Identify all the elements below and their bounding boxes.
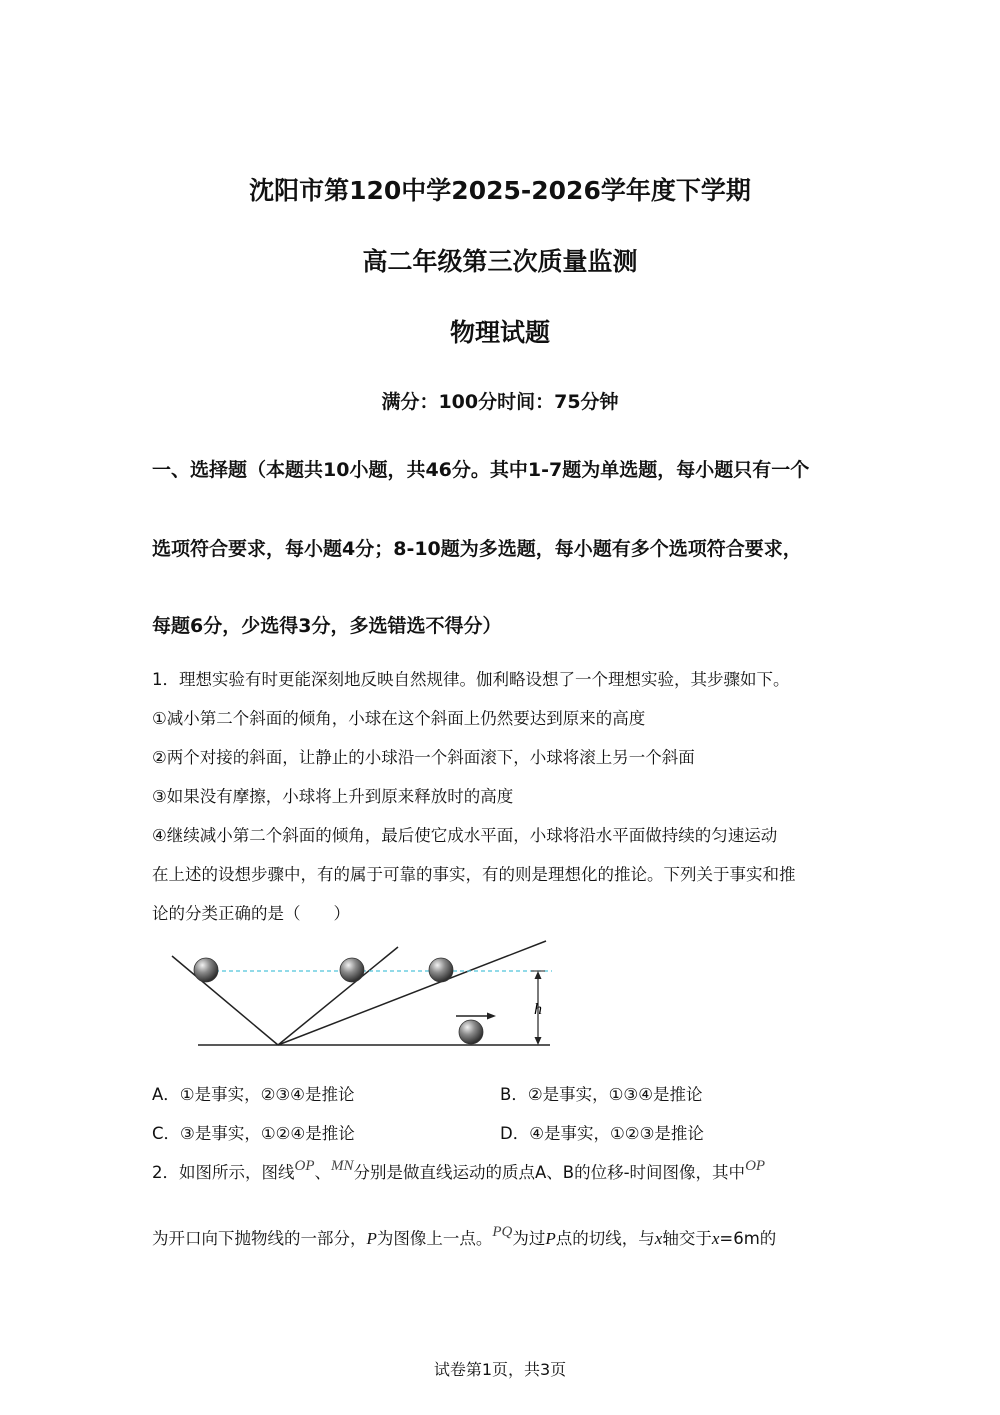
velocity-arrowhead	[487, 1013, 496, 1020]
q2-text-6: 为过	[512, 1229, 546, 1248]
steep-incline	[278, 947, 398, 1045]
q1-option-a: A．①是事实，②③④是推论	[152, 1085, 355, 1104]
q2-symbol-p-2: P	[545, 1229, 556, 1248]
q2-text-5: 为图像上一点。	[376, 1229, 493, 1248]
q1-option-d: D．④是事实，①②③是推论	[500, 1124, 704, 1143]
section-heading-line3: 每题6分，少选得3分，多选错选不得分）	[152, 615, 502, 637]
section-heading-line1: 一、选择题（本题共10小题，共46分。其中1-7题为单选题，每小题只有一个	[152, 459, 810, 481]
q2-stem-line1	[152, 1159, 852, 1183]
height-label: h	[534, 1001, 542, 1018]
q2-text-1: 2．如图所示，图线	[152, 1163, 295, 1182]
q2-symbol-op-2: OP	[745, 1158, 766, 1174]
section-heading-line2: 选项符合要求，每小题4分；8-10题为多选题，每小题有多个选项符合要求，	[152, 538, 802, 560]
ball-horizontal	[459, 1020, 483, 1044]
ball-start	[194, 958, 218, 982]
q2-symbol-pq: PQ	[492, 1224, 513, 1240]
exam-title-subject: 物理试题	[449, 318, 550, 347]
q1-inclined-plane-figure	[160, 935, 570, 1055]
ball-shallow-incline	[429, 958, 453, 982]
q1-step-3: ③如果没有摩擦，小球将上升到原来释放时的高度	[152, 787, 514, 806]
q2-text-3: 分别是做直线运动的质点A、B的位移-时间图像，其中	[353, 1163, 746, 1182]
q1-step-2: ②两个对接的斜面，让静止的小球沿一个斜面滚下，小球将滚上另一个斜面	[152, 748, 695, 767]
exam-title-school: 沈阳市第120中学2025-2026学年度下学期	[249, 176, 751, 205]
q2-symbol-op: OP	[294, 1158, 315, 1174]
q1-step-4: ④继续减小第二个斜面的倾角，最后使它成水平面，小球将沿水平面做持续的匀速运动	[152, 826, 778, 845]
q1-question-line2: 论的分类正确的是（ ）	[152, 904, 350, 923]
exam-meta-score-time: 满分：100分时间：75分钟	[381, 391, 619, 413]
left-incline	[172, 956, 278, 1045]
q2-text-8: 轴交于	[662, 1229, 712, 1248]
q2-symbol-p: P	[366, 1229, 377, 1248]
q1-option-c: C．③是事实，①②④是推论	[152, 1124, 355, 1143]
q2-stem-line2	[152, 1225, 852, 1249]
exam-title-grade: 高二年级第三次质量监测	[362, 247, 638, 276]
q1-step-1: ①减小第二个斜面的倾角，小球在这个斜面上仍然要达到原来的高度	[152, 709, 646, 728]
q2-text-2: 、	[314, 1163, 331, 1182]
shallow-incline	[278, 941, 546, 1045]
ball-steep-incline	[340, 958, 364, 982]
q2-symbol-mn: MN	[331, 1158, 354, 1174]
page-footer: 试卷第1页，共3页	[433, 1360, 567, 1379]
q2-text-7: 点的切线，与	[555, 1229, 655, 1248]
height-arrow-bottom	[535, 1037, 542, 1045]
q2-text-4: 为开口向下抛物线的一部分，	[152, 1229, 367, 1248]
q1-question-line1: 在上述的设想步骤中，有的属于可靠的事实，有的则是理想化的推论。下列关于事实和推	[152, 865, 796, 884]
q1-option-b: B．②是事实，①③④是推论	[500, 1085, 703, 1104]
height-arrow-top	[535, 971, 542, 979]
q2-symbol-x-2: x	[711, 1229, 720, 1248]
q1-stem: 1．理想实验有时更能深刻地反映自然规律。伽利略设想了一个理想实验，其步骤如下。	[152, 670, 790, 689]
q2-text-9: =6m的	[719, 1229, 777, 1248]
q2-symbol-x: x	[654, 1229, 663, 1248]
